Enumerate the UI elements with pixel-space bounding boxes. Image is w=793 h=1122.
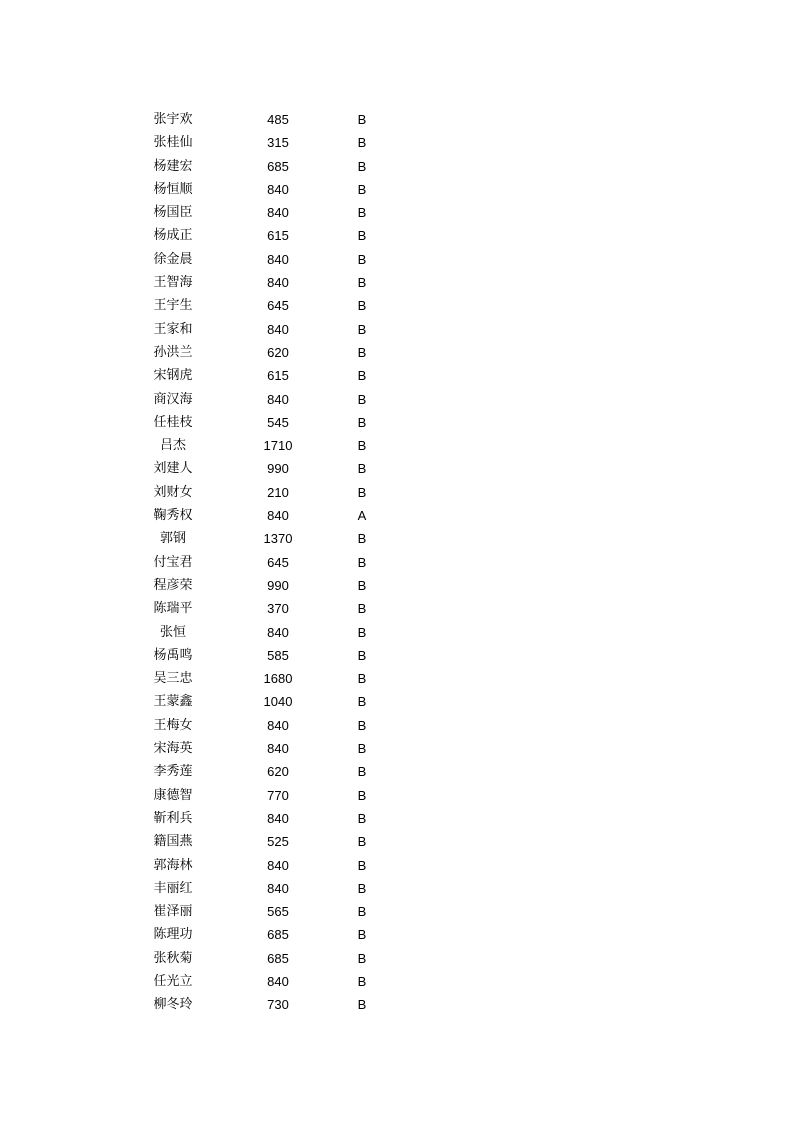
table-row <box>140 108 400 131</box>
person-name: 杨国臣 <box>153 205 193 221</box>
grade-value: B <box>357 298 367 314</box>
table-row <box>140 970 400 993</box>
person-name: 柳冬玲 <box>153 997 193 1013</box>
table-row <box>140 178 400 201</box>
table-row <box>140 923 400 946</box>
grade-value: B <box>357 857 367 873</box>
person-name: 商汉海 <box>153 391 193 407</box>
table-row <box>140 690 400 713</box>
amount-value: 315 <box>267 135 289 151</box>
amount-value: 840 <box>267 181 289 197</box>
person-name: 郭钢 <box>159 531 186 547</box>
table-row <box>140 271 400 294</box>
amount-value: 840 <box>267 741 289 757</box>
grade-value: B <box>357 927 367 943</box>
person-name: 陈瑞平 <box>153 601 193 617</box>
person-name: 籍国燕 <box>153 834 193 850</box>
data-table <box>140 108 400 1017</box>
amount-value: 565 <box>267 904 289 920</box>
person-name: 杨成正 <box>153 228 193 244</box>
amount-value: 840 <box>267 275 289 291</box>
amount-value: 1370 <box>263 531 293 547</box>
amount-value: 615 <box>267 228 289 244</box>
amount-value: 840 <box>267 717 289 733</box>
table-row <box>140 714 400 737</box>
amount-value: 840 <box>267 857 289 873</box>
amount-value: 685 <box>267 158 289 174</box>
grade-value: B <box>357 228 367 244</box>
table-row <box>140 224 400 247</box>
amount-value: 585 <box>267 647 289 663</box>
grade-value: B <box>357 158 367 174</box>
person-name: 徐金晨 <box>153 251 193 267</box>
person-name: 鞠秀权 <box>153 508 193 524</box>
table-row <box>140 411 400 434</box>
table-row <box>140 760 400 783</box>
grade-value: B <box>357 344 367 360</box>
grade-value: B <box>357 438 367 454</box>
grade-value: B <box>357 904 367 920</box>
person-name: 杨禹鸣 <box>153 647 193 663</box>
person-name: 郭海林 <box>153 857 193 873</box>
grade-value: B <box>357 834 367 850</box>
table-row <box>140 947 400 970</box>
person-name: 任桂枝 <box>153 414 193 430</box>
person-name: 宋钢虎 <box>153 368 193 384</box>
grade-value: B <box>357 997 367 1013</box>
amount-value: 370 <box>267 601 289 617</box>
table-row <box>140 504 400 527</box>
grade-value: B <box>357 181 367 197</box>
grade-value: B <box>357 717 367 733</box>
amount-value: 990 <box>267 577 289 593</box>
amount-value: 1040 <box>263 694 293 710</box>
amount-value: 615 <box>267 368 289 384</box>
person-name: 崔泽丽 <box>153 904 193 920</box>
person-name: 王家和 <box>153 321 193 337</box>
grade-value: B <box>357 880 367 896</box>
grade-value: B <box>357 624 367 640</box>
grade-value: B <box>357 950 367 966</box>
table-row <box>140 737 400 760</box>
person-name: 张宇欢 <box>153 112 193 127</box>
grade-value: B <box>357 741 367 757</box>
amount-value: 840 <box>267 251 289 267</box>
table-row <box>140 527 400 550</box>
person-name: 孙洪兰 <box>153 344 193 360</box>
table-row <box>140 364 400 387</box>
grade-value: B <box>357 694 367 710</box>
amount-value: 210 <box>267 484 289 500</box>
table-row <box>140 341 400 364</box>
person-name: 程彦荣 <box>153 577 193 593</box>
grade-value: B <box>357 391 367 407</box>
person-name: 丰丽红 <box>153 880 193 896</box>
person-name: 吕杰 <box>159 438 186 454</box>
grade-value: B <box>357 764 367 780</box>
person-name: 靳利兵 <box>153 810 193 826</box>
person-name: 张秋菊 <box>153 950 193 966</box>
grade-value: B <box>357 112 367 127</box>
grade-value: B <box>357 601 367 617</box>
table-row <box>140 248 400 271</box>
table-row <box>140 434 400 457</box>
table-row <box>140 784 400 807</box>
grade-value: B <box>357 554 367 570</box>
grade-value: B <box>357 135 367 151</box>
amount-value: 485 <box>267 112 289 127</box>
grade-value: B <box>357 787 367 803</box>
person-name: 杨恒顺 <box>153 181 193 197</box>
amount-value: 990 <box>267 461 289 477</box>
grade-value: B <box>357 484 367 500</box>
grade-value: B <box>357 205 367 221</box>
table-row <box>140 597 400 620</box>
amount-value: 840 <box>267 508 289 524</box>
person-name: 刘建人 <box>153 461 193 477</box>
table-row <box>140 481 400 504</box>
amount-value: 685 <box>267 927 289 943</box>
table-row <box>140 201 400 224</box>
grade-value: B <box>357 810 367 826</box>
amount-value: 840 <box>267 321 289 337</box>
table-row <box>140 318 400 341</box>
person-name: 陈理功 <box>153 927 193 943</box>
grade-value: B <box>357 414 367 430</box>
person-name: 吴三忠 <box>153 671 193 687</box>
person-name: 张恒 <box>159 624 186 640</box>
amount-value: 620 <box>267 344 289 360</box>
table-row <box>140 388 400 411</box>
table-row <box>140 457 400 480</box>
grade-value: B <box>357 531 367 547</box>
table-row <box>140 667 400 690</box>
grade-value: B <box>357 671 367 687</box>
grade-value: B <box>357 368 367 384</box>
person-name: 王梅女 <box>153 717 193 733</box>
amount-value: 840 <box>267 624 289 640</box>
grade-value: B <box>357 275 367 291</box>
amount-value: 545 <box>267 414 289 430</box>
person-name: 王宇生 <box>153 298 193 314</box>
amount-value: 730 <box>267 997 289 1013</box>
grade-value: B <box>357 461 367 477</box>
person-name: 任光立 <box>153 973 193 989</box>
person-name: 付宝君 <box>153 554 193 570</box>
amount-value: 645 <box>267 554 289 570</box>
amount-value: 620 <box>267 764 289 780</box>
table-row <box>140 644 400 667</box>
amount-value: 525 <box>267 834 289 850</box>
person-name: 刘财女 <box>153 484 193 500</box>
grade-value: B <box>357 321 367 337</box>
amount-value: 770 <box>267 787 289 803</box>
amount-value: 840 <box>267 205 289 221</box>
table-row <box>140 621 400 644</box>
grade-value: A <box>357 508 367 524</box>
amount-value: 1680 <box>263 671 293 687</box>
table-row <box>140 993 400 1016</box>
table-row <box>140 131 400 154</box>
table-row <box>140 854 400 877</box>
amount-value: 645 <box>267 298 289 314</box>
person-name: 王智海 <box>153 275 193 291</box>
grade-value: B <box>357 577 367 593</box>
grade-value: B <box>357 973 367 989</box>
person-name: 康德智 <box>153 787 193 803</box>
table-row <box>140 807 400 830</box>
table-row <box>140 877 400 900</box>
amount-value: 840 <box>267 973 289 989</box>
amount-value: 840 <box>267 880 289 896</box>
person-name: 宋海英 <box>153 741 193 757</box>
grade-value: B <box>357 647 367 663</box>
amount-value: 840 <box>267 810 289 826</box>
table-row <box>140 551 400 574</box>
grade-value: B <box>357 251 367 267</box>
table-row <box>140 294 400 317</box>
person-name: 杨建宏 <box>153 158 193 174</box>
amount-value: 1710 <box>263 438 293 454</box>
table-row <box>140 900 400 923</box>
amount-value: 840 <box>267 391 289 407</box>
table-row <box>140 830 400 853</box>
person-name: 张桂仙 <box>153 135 193 151</box>
table-row <box>140 574 400 597</box>
table-row <box>140 155 400 178</box>
person-name: 王蒙鑫 <box>153 694 193 710</box>
amount-value: 685 <box>267 950 289 966</box>
person-name: 李秀莲 <box>153 764 193 780</box>
